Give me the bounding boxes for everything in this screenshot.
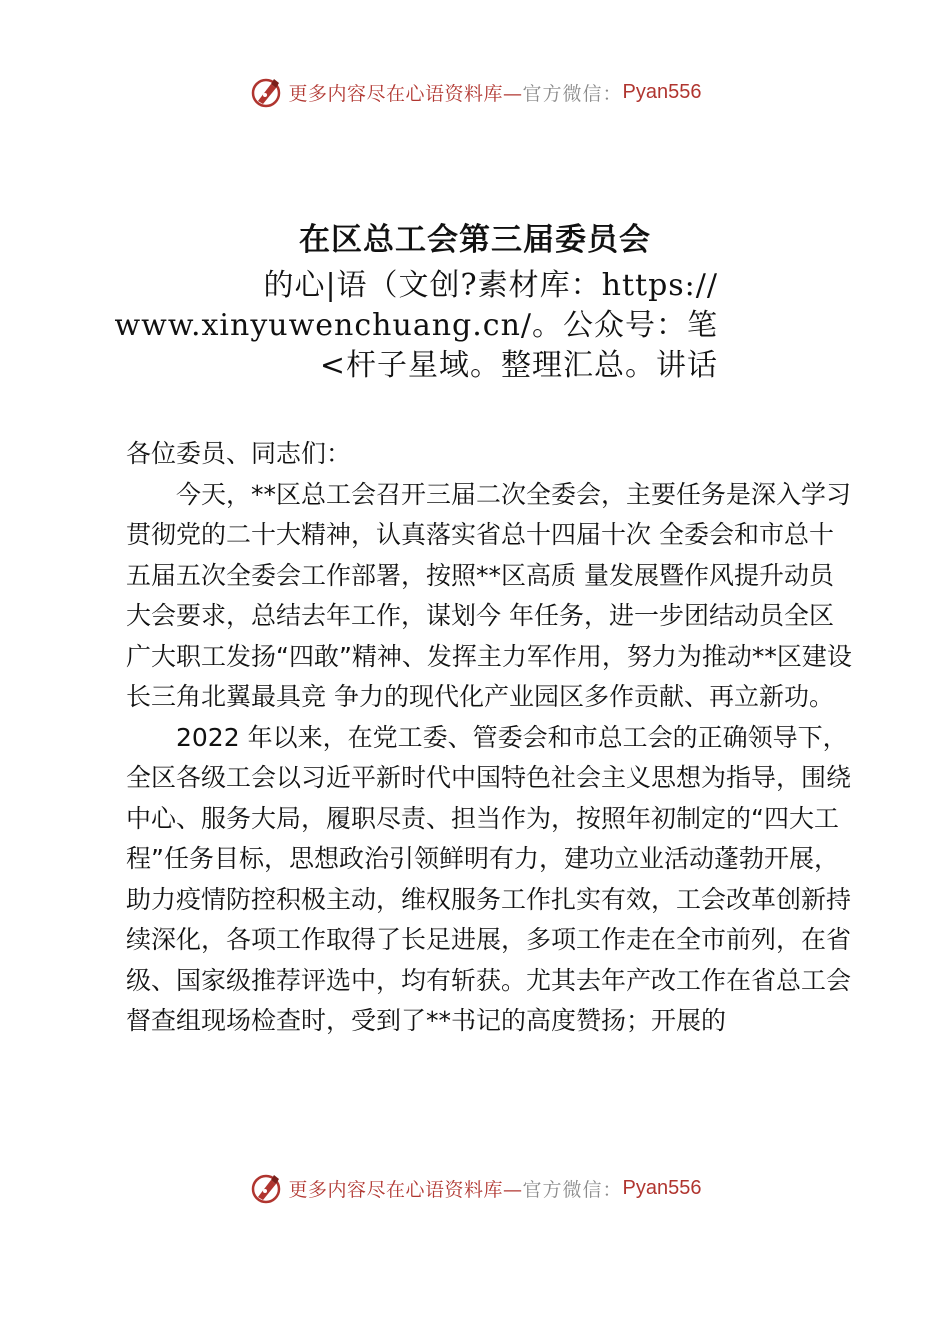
pen-nib-circle-icon (249, 1171, 283, 1205)
document-subtitle (78, 266, 718, 386)
greeting: 各位委员、同志们： (126, 439, 352, 468)
watermark-contact-label: 官方微信： (522, 1178, 623, 1201)
subtitle-line: <杆子星域。整理汇总。讲话 (319, 348, 718, 383)
subtitle-line: www.xinyuwenchuang.cn/。公众号：笔 (114, 308, 718, 343)
header-watermark (0, 72, 950, 112)
document-title: 在区总工会第三届委员会 (299, 222, 651, 258)
subtitle-line: 的心|语（文创?素材库：https:// (263, 268, 718, 303)
watermark-text: 更多内容尽在心语资料库— (288, 82, 523, 105)
watermark-text: 更多内容尽在心语资料库— (288, 1178, 523, 1201)
footer-watermark (0, 1168, 950, 1208)
body-paragraph: 2022 年以来，在党工委、管委会和市总工会的正确领导下，全区各级工会以习近平新时代中国特色社会主义思想为指导，围绕中心、服务大局，履职尽责、担当作为，按照年初制定的“四大工程”任务目标，思想政治引领鲜明有力，建功立业活动蓬勃开展，助力疫情防控积极主动，维权服务工作扎实有效，工会改革创新持续深化，各项工作取得了长足进展，多项工作走在全市前列，在省级、国家级推荐评选中，均有斩获。尤其去年产改工作在省总工会督查组现场检查时，受到了**书记的高度赞扬；开展的 (126, 722, 852, 1035)
watermark-wechat-id: Pyan556 (622, 80, 702, 103)
pen-nib-circle-icon (249, 75, 283, 109)
watermark-wechat-id: Pyan556 (622, 1176, 702, 1199)
document-body (126, 434, 856, 1042)
body-paragraph: 今天，**区总工会召开三届二次全委会，主要任务是深入学习贯彻党的二十大精神，认真落实省总十四届十次 全委会和市总十五届五次全委会工作部署，按照**区高质 量发展暨作风提升动员大会要求，总结去年工作，谋划今 年任务，进一步团结动员全区广大职工发扬“四敢”精神、发挥主力军作用，努力为推动**区建设长三角北翼最具竞 争力的现代化产业园区多作贡献、再立新功。 (126, 479, 852, 711)
watermark-contact-label: 官方微信： (522, 82, 623, 105)
